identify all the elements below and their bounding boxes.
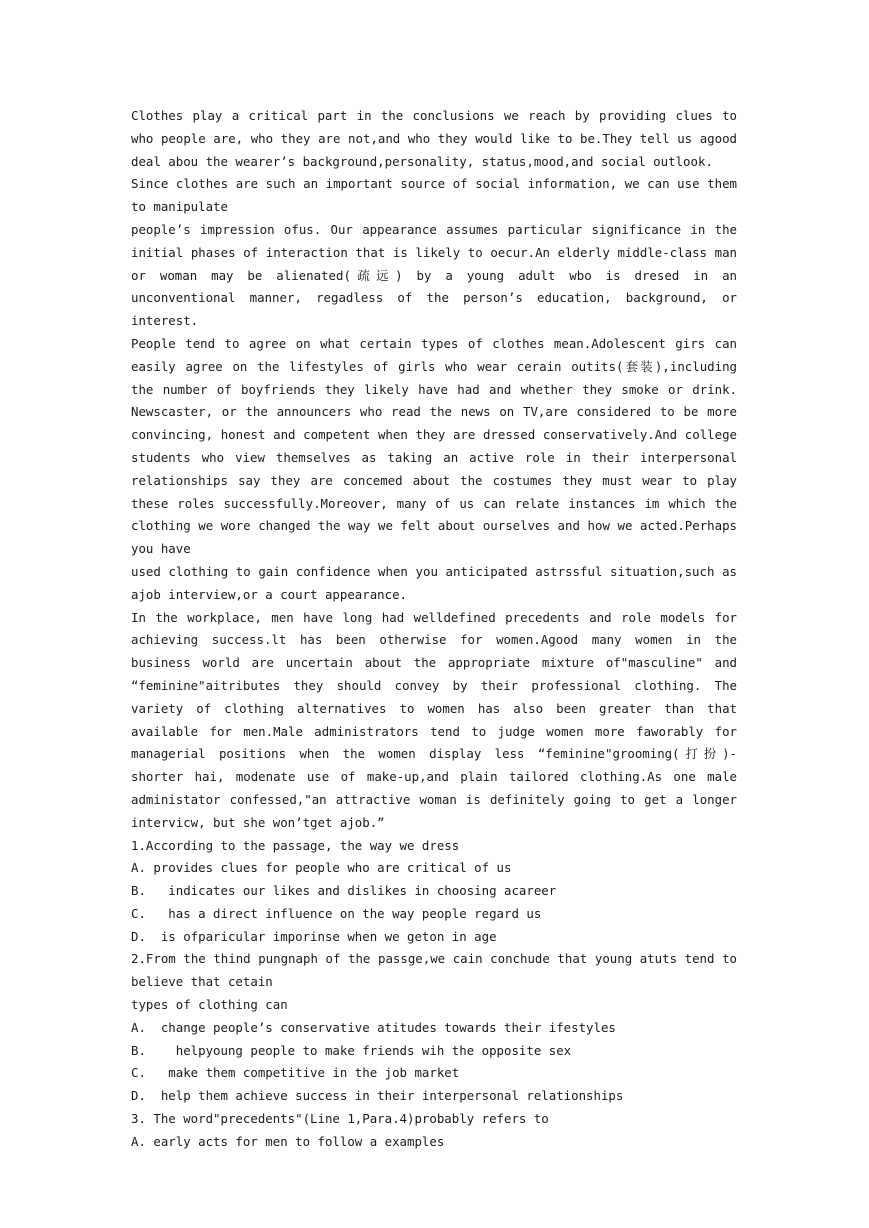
question-2-stem: 2.From the thind pungnaph of the passge,we cain conchude that young atuts tend to believe that cetain [131,951,737,990]
question-2-option-c: C. make them competitive in the job market [131,1065,460,1081]
question-1-option-c: C. has a direct influence on the way people regard us [131,905,542,921]
question-2-option-a: A. change people’s conservative atitudes towards their ifestyles [131,1019,616,1035]
paragraph-2: Since clothes are such an important source of social information, we can use them to manipulate [131,176,737,215]
document-page [131,105,737,1154]
paragraph-1: Clothes play a critical part in the conclusions we reach by providing clues to who people are, who they are not,and who they would like to be.They tell us agood deal abou the wearer’s background,personality, status,mood,and social outlook. [131,108,737,169]
paragraph-5: used clothing to gain confidence when you anticipated astrssful situation,such as ajob interview,or a court appearance. [131,563,737,602]
question-2-option-d: D. help them achieve success in their interpersonal relationships [131,1088,624,1104]
question-3-option-a: A. early acts for men to follow a examples [131,1133,445,1149]
question-2-stem-continued: types of clothing can [131,997,288,1013]
question-1-option-d: D. is ofparicular imporinse when we geton in age [131,928,497,944]
paragraph-4: People tend to agree on what certain types of clothes mean.Adolescent girs can easily agree on the lifestyles of girls who wear cerain outits(套装),including the number of boyfriends they likely have had and whether they smoke or drink. Newscaster, or the announcers who read the news on TV,are considered to be more convincing, honest and competent when they are dressed conservatively.And college students who view themselves as taking an active role in their interpersonal relationships say they are concemed about the costumes they must wear to play these roles successfully.Moreover, many of us can relate instances im which the clothing we wore changed the way we felt about ourselves and how we acted.Perhaps you have [131,335,737,557]
question-2-option-b: B. helpyoung people to make friends wih the opposite sex [131,1042,572,1058]
question-1-option-b: B. indicates our likes and dislikes in choosing acareer [131,883,557,899]
paragraph-6: In the workplace, men have long had welldefined precedents and role models for achieving success.lt has been otherwise for women.Agood many women in the business world are uncertain about the appropriate mixture of"masculine" and “feminine"aitributes they should convey by their professional clothing. The variety of clothing alternatives to women has also been greater than that available for men.Male administrators tend to judge women more faworably for managerial positions when the women display less “feminine"grooming(打扮)- shorter hai, modenate use of make-up,and plain tailored clothing.As one male administator confessed,"an attractive woman is definitely going to get a longer intervicw, but she won’tget ajob.” [131,609,737,830]
question-1-stem: 1.According to the passage, the way we dress [131,837,460,853]
question-1-option-a: A. provides clues for people who are critical of us [131,860,512,876]
paragraph-3: people’s impression ofus. Our appearance assumes particular significance in the initial phases of interaction that is likely to oecur.An elderly middle-class man or woman may be alienated(疏远) by a young adult wbo is dresed in an unconventional manner, regadless of the person’s education, background, or interest. [131,221,737,329]
question-3-stem: 3. The word"precedents"(Line 1,Para.4)probably refers to [131,1111,549,1127]
